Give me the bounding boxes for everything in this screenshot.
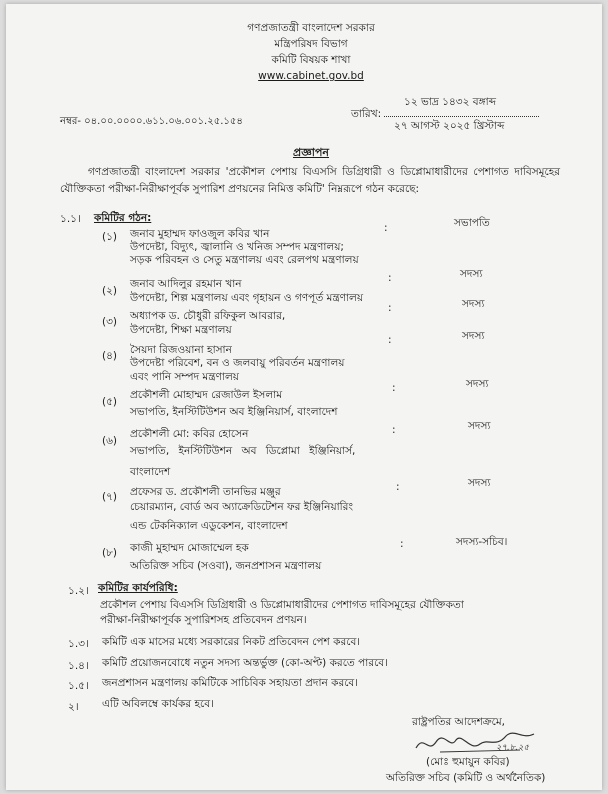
signatory-name: (মোঃ হুমায়ুন কবির) [426,756,510,768]
website-link[interactable]: www.cabinet.gov.bd [258,70,364,82]
member-designation: অতিরিক্ত সচিব (সওবা), জনপ্রশাসন মন্ত্রণালয় [130,560,322,572]
colon-separator: : [392,382,396,394]
member-role: সদস্য [462,298,485,310]
member-number: (২) [102,285,118,297]
date-divider [384,116,539,117]
signature-date: ২৭.৮.২৫ [496,743,530,753]
member-number: (১) [102,231,118,243]
member-role: সদস্য [468,477,491,489]
section-2-text: এটি অবিলম্বে কার্যকর হবে। [102,698,214,710]
member-name: অধ্যাপক ড. চৌধুরী রফিকুল আবরার, [130,310,286,322]
colon-separator: : [388,302,392,314]
section-1-5-number: ১.৫। [68,680,89,692]
member-designation: এন্ড টেকনিক্যাল এডুকেশন, বাংলাদেশ [130,520,288,532]
section-1-1-number: ১.১। [60,213,81,225]
member-name: জনাব মুহাম্মদ ফাওজুল কবির খান [130,228,270,240]
member-name: কাজী মুহাম্মদ মোজাম্মেল হক [130,542,249,554]
member-role: সভাপতি [454,217,490,229]
section-1-3-number: ১.৩। [68,638,89,650]
section-name: কমিটি বিষয়ক শাখা [271,54,351,66]
date-english: ২৭ আগস্ট ২০২৫ খ্রিস্টাব্দ [394,120,505,132]
member-number: (৭) [102,491,118,503]
notice-title: প্রজ্ঞাপন [293,146,329,159]
member-number: (৫) [102,396,118,408]
colon-separator: : [388,272,392,284]
member-role: সদস্য [468,420,491,432]
date-label: তারিখ: [351,108,382,120]
colon-separator: : [392,424,396,436]
govt-name: গণপ্রজাতন্ত্রী বাংলাদেশ সরকার [247,22,375,34]
member-name: প্রকৌশলী মোহাম্মদ রেজাউল ইসলাম [130,389,283,401]
member-designation: উপদেষ্টা, শিল্প মন্ত্রণালয় এবং গৃহায়ন ও গণপূর্ত মন্ত্রণালয় [130,292,364,304]
colon-separator: : [388,334,392,346]
section-1-3-text: কমিটি এক মাসের মধ্যে সরকারের নিকট প্রতিবেদন পেশ করবে। [102,636,361,648]
member-designation: সভাপতি, ইনস্টিটিউশন অব ডিপ্লোমা ইঞ্জিনিয়ার্স, [130,445,356,457]
member-number: (৬) [102,435,118,447]
member-designation: বাংলাদেশ [130,466,171,478]
date-bangla: ১২ ভাদ্র ১৪৩২ বঙ্গাব্দ [404,96,497,108]
member-number: (৪) [102,350,118,362]
member-designation: উপদেষ্টা, শিক্ষা মন্ত্রণালয় [130,324,232,336]
member-designation: সভাপতি, ইনস্টিটিউশন অব ইঞ্জিনিয়ার্স, বাংলাদেশ [130,406,338,418]
document-page [6,4,602,790]
member-name: প্রফেসর ড. প্রকৌশলী তানভির মঞ্জুর [130,486,281,498]
section-1-4-number: ১.৪। [68,660,89,672]
member-role: সদস্য [466,378,489,390]
section-1-4-text: কমিটি প্রয়োজনবোধে নতুন সদস্য অন্তর্ভুক্ত (কো-অপ্ট) করতে পারবে। [102,657,388,669]
division-name: মন্ত্রিপরিষদ বিভাগ [274,38,348,50]
scope-line-2: পরীক্ষা-নিরীক্ষাপূর্বক সুপারিশসহ প্রতিবেদন প্রণয়ন। [100,614,307,626]
member-role: সদস্য [462,330,485,342]
section-1-2-number: ১.২। [68,585,89,597]
member-name: প্রকৌশলী মো: কবির হোসেন [130,428,249,440]
member-designation: এবং পানি সম্পদ মন্ত্রণালয় [130,371,239,383]
section-1-1-heading: কমিটির গঠন: [94,212,152,224]
member-designation: চেয়ারম্যান, বোর্ড অব অ্যাক্রেডিটেশন ফর ইঞ্জিনিয়ারিং [130,501,353,513]
presidential-order: রাষ্ট্রপতির আদেশক্রমে, [412,716,505,728]
memo-number: নম্বর- ০৪.০০.০০০০.৬১১.০৬.০০১.২৫.১৫৪ [60,116,243,127]
colon-separator: : [400,538,404,550]
member-name: সৈয়দা রিজওয়ানা হাসান [130,344,232,356]
intro-paragraph: গণপ্রজাতন্ত্রী বাংলাদেশ সরকার 'প্রকৌশল পেশায় বিএসসি ডিগ্রিধারী ও ডিপ্লোমাধারীদের পেশাগত দাবিসমূহের যৌক্তিকতা পরীক্ষা-নিরীক্ষাপূর্বক সুপারিশ প্রণয়নের নিমিত্ত কমিটি' নিম্নরূপে গঠন করেছে: [60,166,560,195]
colon-separator: : [396,481,400,493]
member-name: জনাব আদিলুর রহমান খান [130,278,242,290]
member-number: (৩) [102,316,118,328]
member-number: (৮) [102,547,118,559]
colon-separator: : [384,222,388,234]
member-designation: উপদেষ্টা, বিদ্যুৎ, জ্বালানি ও খনিজ সম্পদ মন্ত্রণালয়; [130,241,344,253]
section-2-number: ২। [68,701,79,713]
signatory-designation: অতিরিক্ত সচিব (কমিটি ও অর্থনৈতিক) [386,772,546,784]
member-role: সদস্য [460,268,483,280]
member-role: সদস্য-সচিব। [456,536,508,548]
member-designation: উপদেষ্টা পরিবেশ, বন ও জলবায়ু পরিবর্তন মন্ত্রণালয় [130,357,345,369]
scope-line-1: প্রকৌশল পেশায় বিএসসি ডিগ্রিধারী ও ডিপ্লোমাধারীদের পেশাগত দাবিসমূহের যৌক্তিকতা [100,599,464,611]
section-1-5-text: জনপ্রশাসন মন্ত্রণালয় কমিটিকে সাচিবিক সহায়তা প্রদান করবে। [102,677,359,689]
member-designation: সড়ক পরিবহন ও সেতু মন্ত্রণালয় এবং রেলপথ মন্ত্রণালয় [130,254,359,266]
section-1-2-heading: কমিটির কার্যপরিধি: [98,582,178,594]
